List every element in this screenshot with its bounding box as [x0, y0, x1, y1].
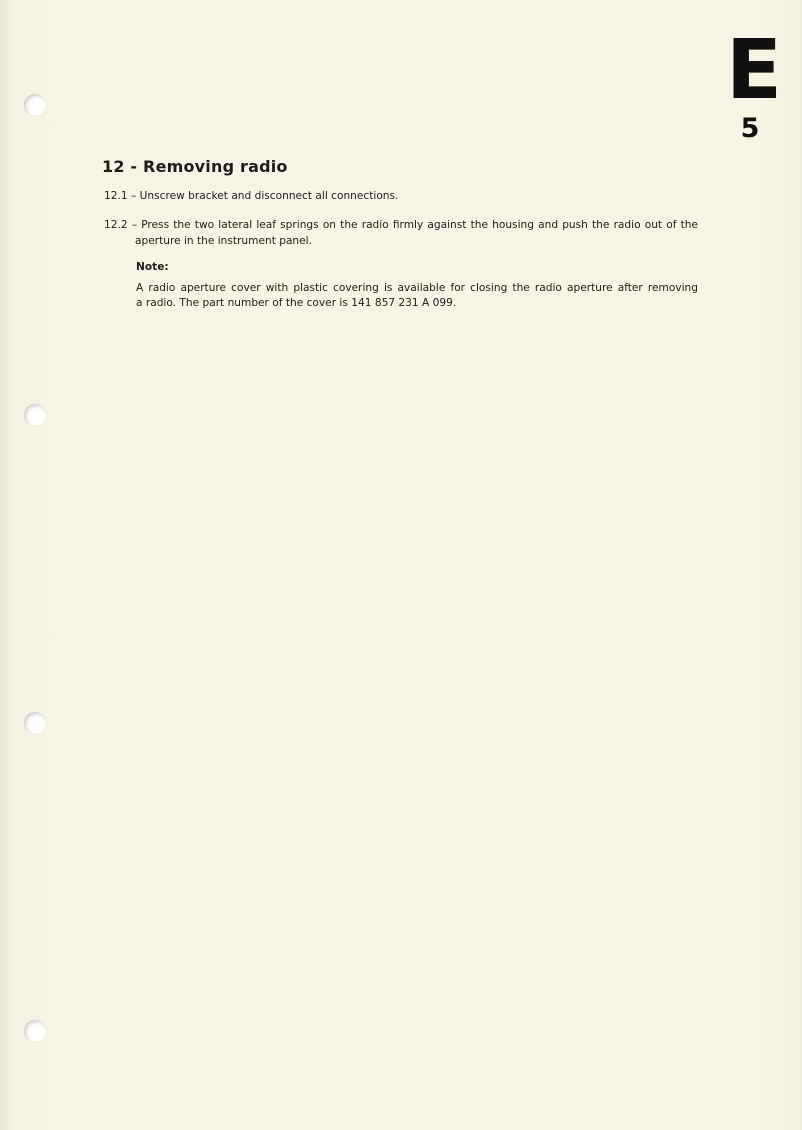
- step-first-line: [104, 217, 698, 233]
- step-12-1: [104, 188, 698, 204]
- binder-hole-4: [24, 1020, 46, 1042]
- binder-hole-3: [24, 712, 46, 734]
- note-line2: a radio. The part number of the cover is 141 857 231 A 099.: [136, 297, 457, 309]
- step-dash: –: [127, 219, 142, 231]
- step-number: 12.1: [104, 190, 128, 202]
- section-heading: 12 - Removing radio: [102, 157, 288, 176]
- note-body: [136, 281, 698, 311]
- note-line1: A radio aperture cover with plastic covering is available for closing the radio aperture after removing: [136, 282, 698, 294]
- note-title: Note:: [136, 261, 169, 273]
- section-tab-number: 5: [740, 113, 760, 144]
- step-text-line1: Press the two lateral leaf springs on the radio firmly against the housing and push the radio out of the: [141, 219, 698, 231]
- binder-hole-1: [24, 94, 46, 116]
- step-12-2: [104, 217, 698, 249]
- section-tab-letter: E: [726, 23, 783, 118]
- step-text-line2: aperture in the instrument panel.: [135, 235, 312, 247]
- step-number: 12.2: [104, 219, 128, 231]
- binder-hole-2: [24, 404, 46, 426]
- step-dash: –: [127, 190, 140, 202]
- step-text: Unscrew bracket and disconnect all connections.: [139, 190, 399, 202]
